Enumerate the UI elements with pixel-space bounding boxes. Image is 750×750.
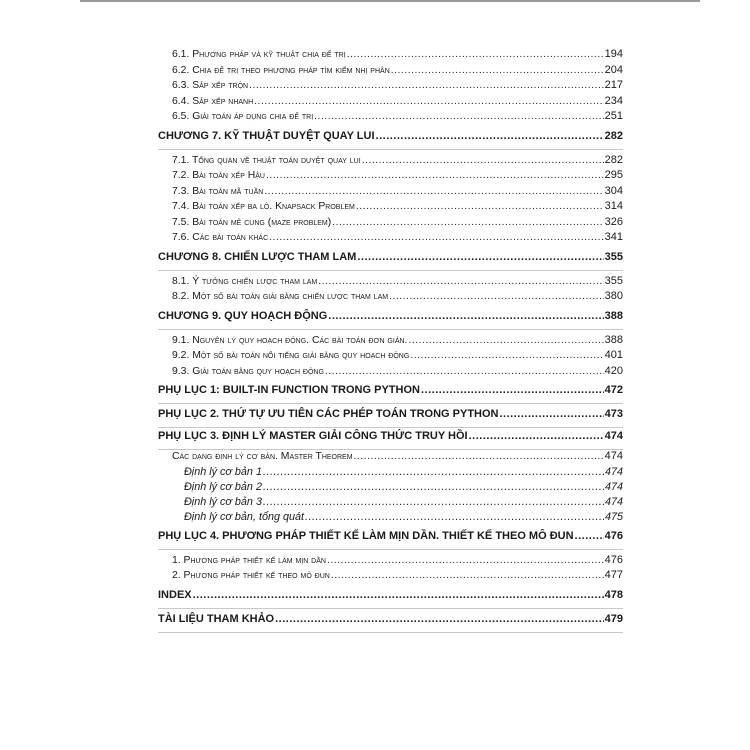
toc-entry-title: 9.3. Giải toán bằng quy hoạch động xyxy=(172,365,324,377)
toc-dot-leader xyxy=(331,570,604,581)
toc-entry-page: 472 xyxy=(604,384,623,396)
toc-entry-title: 6.1. Phương pháp và kỹ thuật chia để trị xyxy=(172,49,346,60)
toc-section-entry[interactable] xyxy=(158,290,623,306)
toc-entry-page: 282 xyxy=(604,153,623,166)
toc-entry-title: 1. Phương pháp thiết kế làm mịn dần xyxy=(172,554,326,566)
toc-section-entry[interactable] xyxy=(158,64,623,80)
toc-subsection-entry[interactable] xyxy=(158,481,623,496)
toc-dot-leader xyxy=(500,408,604,420)
toc-dot-leader xyxy=(357,251,603,263)
toc-dot-leader xyxy=(193,589,604,601)
toc-entry-title: PHỤ LỤC 3. ĐỊNH LÝ MASTER GIẢI CÔNG THỨC TRUY HỒI xyxy=(158,430,468,442)
toc-section-entry[interactable] xyxy=(158,365,623,381)
toc-chapter-entry[interactable] xyxy=(158,530,623,550)
toc-entry-page: 476 xyxy=(604,529,623,542)
top-rule xyxy=(80,0,700,2)
toc-dot-leader xyxy=(575,530,604,542)
toc-chapter-entry[interactable] xyxy=(158,408,623,428)
toc-dot-leader xyxy=(356,201,604,212)
toc-section-entry[interactable] xyxy=(158,48,623,64)
toc-dot-leader xyxy=(254,96,603,107)
toc-entry-title: 7.6. Các bài toán khác xyxy=(172,232,269,243)
toc-entry-page: 388 xyxy=(604,309,623,322)
toc-entry-title: 6.4. Sắp xếp nhanh xyxy=(172,95,254,107)
toc-entry-page: 479 xyxy=(604,612,623,625)
toc-chapter-entry[interactable] xyxy=(158,384,623,404)
toc-entry-page: 355 xyxy=(604,274,623,287)
toc-dot-leader xyxy=(263,466,604,478)
toc-entry-title: Định lý cơ bản, tổng quát xyxy=(184,510,304,523)
toc-section-entry[interactable] xyxy=(158,185,623,201)
toc-entry-page: 474 xyxy=(604,465,623,478)
toc-dot-leader xyxy=(469,430,604,442)
toc-entry-title: 9.2. Một số bài toán nổi tiếng giải bằng quy hoạch động xyxy=(172,350,410,361)
toc-entry-title: PHỤ LỤC 4. PHƯƠNG PHÁP THIẾT KẾ LÀM MỊN DẦN. THIẾT KẾ THEO MÔ ĐUN xyxy=(158,529,574,542)
toc-dot-leader xyxy=(332,217,603,228)
toc-entry-title: Định lý cơ bản 3 xyxy=(184,495,262,508)
toc-entry-title: 7.1. Tổng quan về thuật toán duyệt quay lui xyxy=(172,154,361,166)
toc-entry-page: 341 xyxy=(604,231,623,243)
toc-chapter-entry[interactable] xyxy=(158,310,623,330)
toc-section-entry[interactable] xyxy=(158,569,623,585)
toc-dot-leader xyxy=(275,613,604,625)
toc-entry-title: 8.1. Ý tưởng chiến lược tham lam xyxy=(172,275,318,287)
toc-chapter-entry[interactable] xyxy=(158,130,623,150)
toc-dot-leader xyxy=(263,496,604,508)
toc-entry-title: Các dạng định lý cơ bản. Master Theorem xyxy=(172,451,353,462)
toc-section-entry[interactable] xyxy=(158,450,623,466)
toc-dot-leader xyxy=(327,555,604,566)
toc-dot-leader xyxy=(421,384,604,396)
toc-entry-page: 474 xyxy=(604,495,623,508)
table-of-contents xyxy=(158,48,623,633)
toc-entry-page: 314 xyxy=(604,200,623,212)
toc-entry-page: 295 xyxy=(604,169,623,181)
toc-dot-leader xyxy=(376,130,604,142)
toc-entry-page: 204 xyxy=(604,63,623,76)
toc-entry-title: 7.2. Bài toán xếp Hậu xyxy=(172,170,265,181)
toc-subsection-entry[interactable] xyxy=(158,511,623,526)
toc-section-entry[interactable] xyxy=(158,216,623,232)
toc-dot-leader xyxy=(347,49,604,60)
toc-entry-title: TÀI LIỆU THAM KHẢO xyxy=(158,612,275,625)
toc-subsection-entry[interactable] xyxy=(158,496,623,511)
toc-dot-leader xyxy=(391,65,604,76)
toc-section-entry[interactable] xyxy=(158,79,623,95)
toc-chapter-entry[interactable] xyxy=(158,430,623,450)
toc-entry-page: 304 xyxy=(604,184,623,197)
toc-entry-title: CHƯƠNG 9. QUY HOẠCH ĐỘNG xyxy=(158,309,328,322)
toc-dot-leader xyxy=(354,451,604,462)
toc-entry-title: INDEX xyxy=(158,588,192,601)
toc-dot-leader xyxy=(389,291,604,302)
toc-chapter-entry[interactable] xyxy=(158,613,623,633)
toc-dot-leader xyxy=(305,511,604,523)
toc-entry-title: 7.4. Bài toán xếp ba lô. Knapsack Problem xyxy=(172,201,355,212)
toc-entry-page: 401 xyxy=(604,349,623,361)
toc-dot-leader xyxy=(318,276,603,287)
toc-dot-leader xyxy=(266,170,604,181)
toc-entry-page: 326 xyxy=(604,215,623,228)
toc-entry-page: 388 xyxy=(604,333,623,346)
toc-entry-page: 251 xyxy=(604,110,623,122)
toc-section-entry[interactable] xyxy=(158,275,623,291)
toc-dot-leader xyxy=(264,186,603,197)
toc-section-entry[interactable] xyxy=(158,169,623,185)
toc-entry-title: 6.5. Giải toán áp dụng chia để trị xyxy=(172,111,314,122)
toc-entry-page: 234 xyxy=(604,94,623,107)
toc-section-entry[interactable] xyxy=(158,200,623,216)
toc-dot-leader xyxy=(410,350,603,361)
toc-subsection-entry[interactable] xyxy=(158,466,623,481)
toc-entry-title: 8.2. Một số bài toán giải bằng chiến lược tham lam xyxy=(172,291,389,302)
toc-entry-title: 6.2. Chia để trị theo phương pháp tìm kiếm nhị phân xyxy=(172,64,390,76)
toc-entry-page: 474 xyxy=(604,480,623,493)
toc-entry-title: Định lý cơ bản 1 xyxy=(184,465,262,478)
toc-entry-page: 355 xyxy=(604,250,623,263)
toc-section-entry[interactable] xyxy=(158,334,623,350)
toc-entry-title: CHƯƠNG 8. CHIẾN LƯỢC THAM LAM xyxy=(158,250,357,263)
toc-entry-page: 478 xyxy=(604,588,623,601)
toc-chapter-entry[interactable] xyxy=(158,589,623,609)
toc-dot-leader xyxy=(328,310,603,322)
toc-entry-title: 7.5. Bài toán mê cung (maze problem) xyxy=(172,216,332,228)
toc-entry-page: 476 xyxy=(604,553,623,566)
toc-entry-title: 9.1. Nguyên lý quy hoạch động. Các bài toán đơn giản. xyxy=(172,334,408,346)
toc-entry-page: 477 xyxy=(604,569,623,581)
toc-dot-leader xyxy=(249,80,604,91)
toc-entry-page: 217 xyxy=(604,79,623,91)
toc-section-entry[interactable] xyxy=(158,154,623,170)
toc-entry-title: Định lý cơ bản 2 xyxy=(184,480,262,493)
toc-section-entry[interactable] xyxy=(158,349,623,365)
toc-entry-page: 474 xyxy=(604,450,623,462)
toc-entry-title: 7.3. Bài toán mã tuần xyxy=(172,185,264,197)
toc-dot-leader xyxy=(269,232,603,243)
toc-entry-page: 474 xyxy=(604,430,623,442)
toc-dot-leader xyxy=(408,335,603,346)
toc-entry-page: 282 xyxy=(604,129,623,142)
toc-entry-page: 473 xyxy=(604,408,623,420)
toc-entry-title: CHƯƠNG 7. KỸ THUẬT DUYỆT QUAY LUI xyxy=(158,129,375,142)
toc-entry-title: 6.3. Sắp xếp trộn xyxy=(172,80,249,91)
toc-dot-leader xyxy=(263,481,604,493)
toc-dot-leader xyxy=(314,111,603,122)
toc-entry-page: 380 xyxy=(604,290,623,302)
toc-section-entry[interactable] xyxy=(158,554,623,570)
toc-entry-page: 475 xyxy=(604,510,623,523)
toc-section-entry[interactable] xyxy=(158,231,623,247)
toc-entry-page: 420 xyxy=(604,364,623,377)
toc-dot-leader xyxy=(362,155,604,166)
toc-dot-leader xyxy=(325,366,604,377)
toc-entry-title: PHỤ LỤC 2. THỨ TỰ ƯU TIÊN CÁC PHÉP TOÁN TRONG PYTHON xyxy=(158,408,499,420)
toc-chapter-entry[interactable] xyxy=(158,251,623,271)
toc-entry-page: 194 xyxy=(604,48,623,60)
toc-entry-title: PHỤ LỤC 1: BUILT-IN FUNCTION TRONG PYTHON xyxy=(158,384,420,396)
toc-entry-title: 2. Phương pháp thiết kế theo mô đun xyxy=(172,570,330,581)
toc-section-entry[interactable] xyxy=(158,110,623,126)
toc-section-entry[interactable] xyxy=(158,95,623,111)
